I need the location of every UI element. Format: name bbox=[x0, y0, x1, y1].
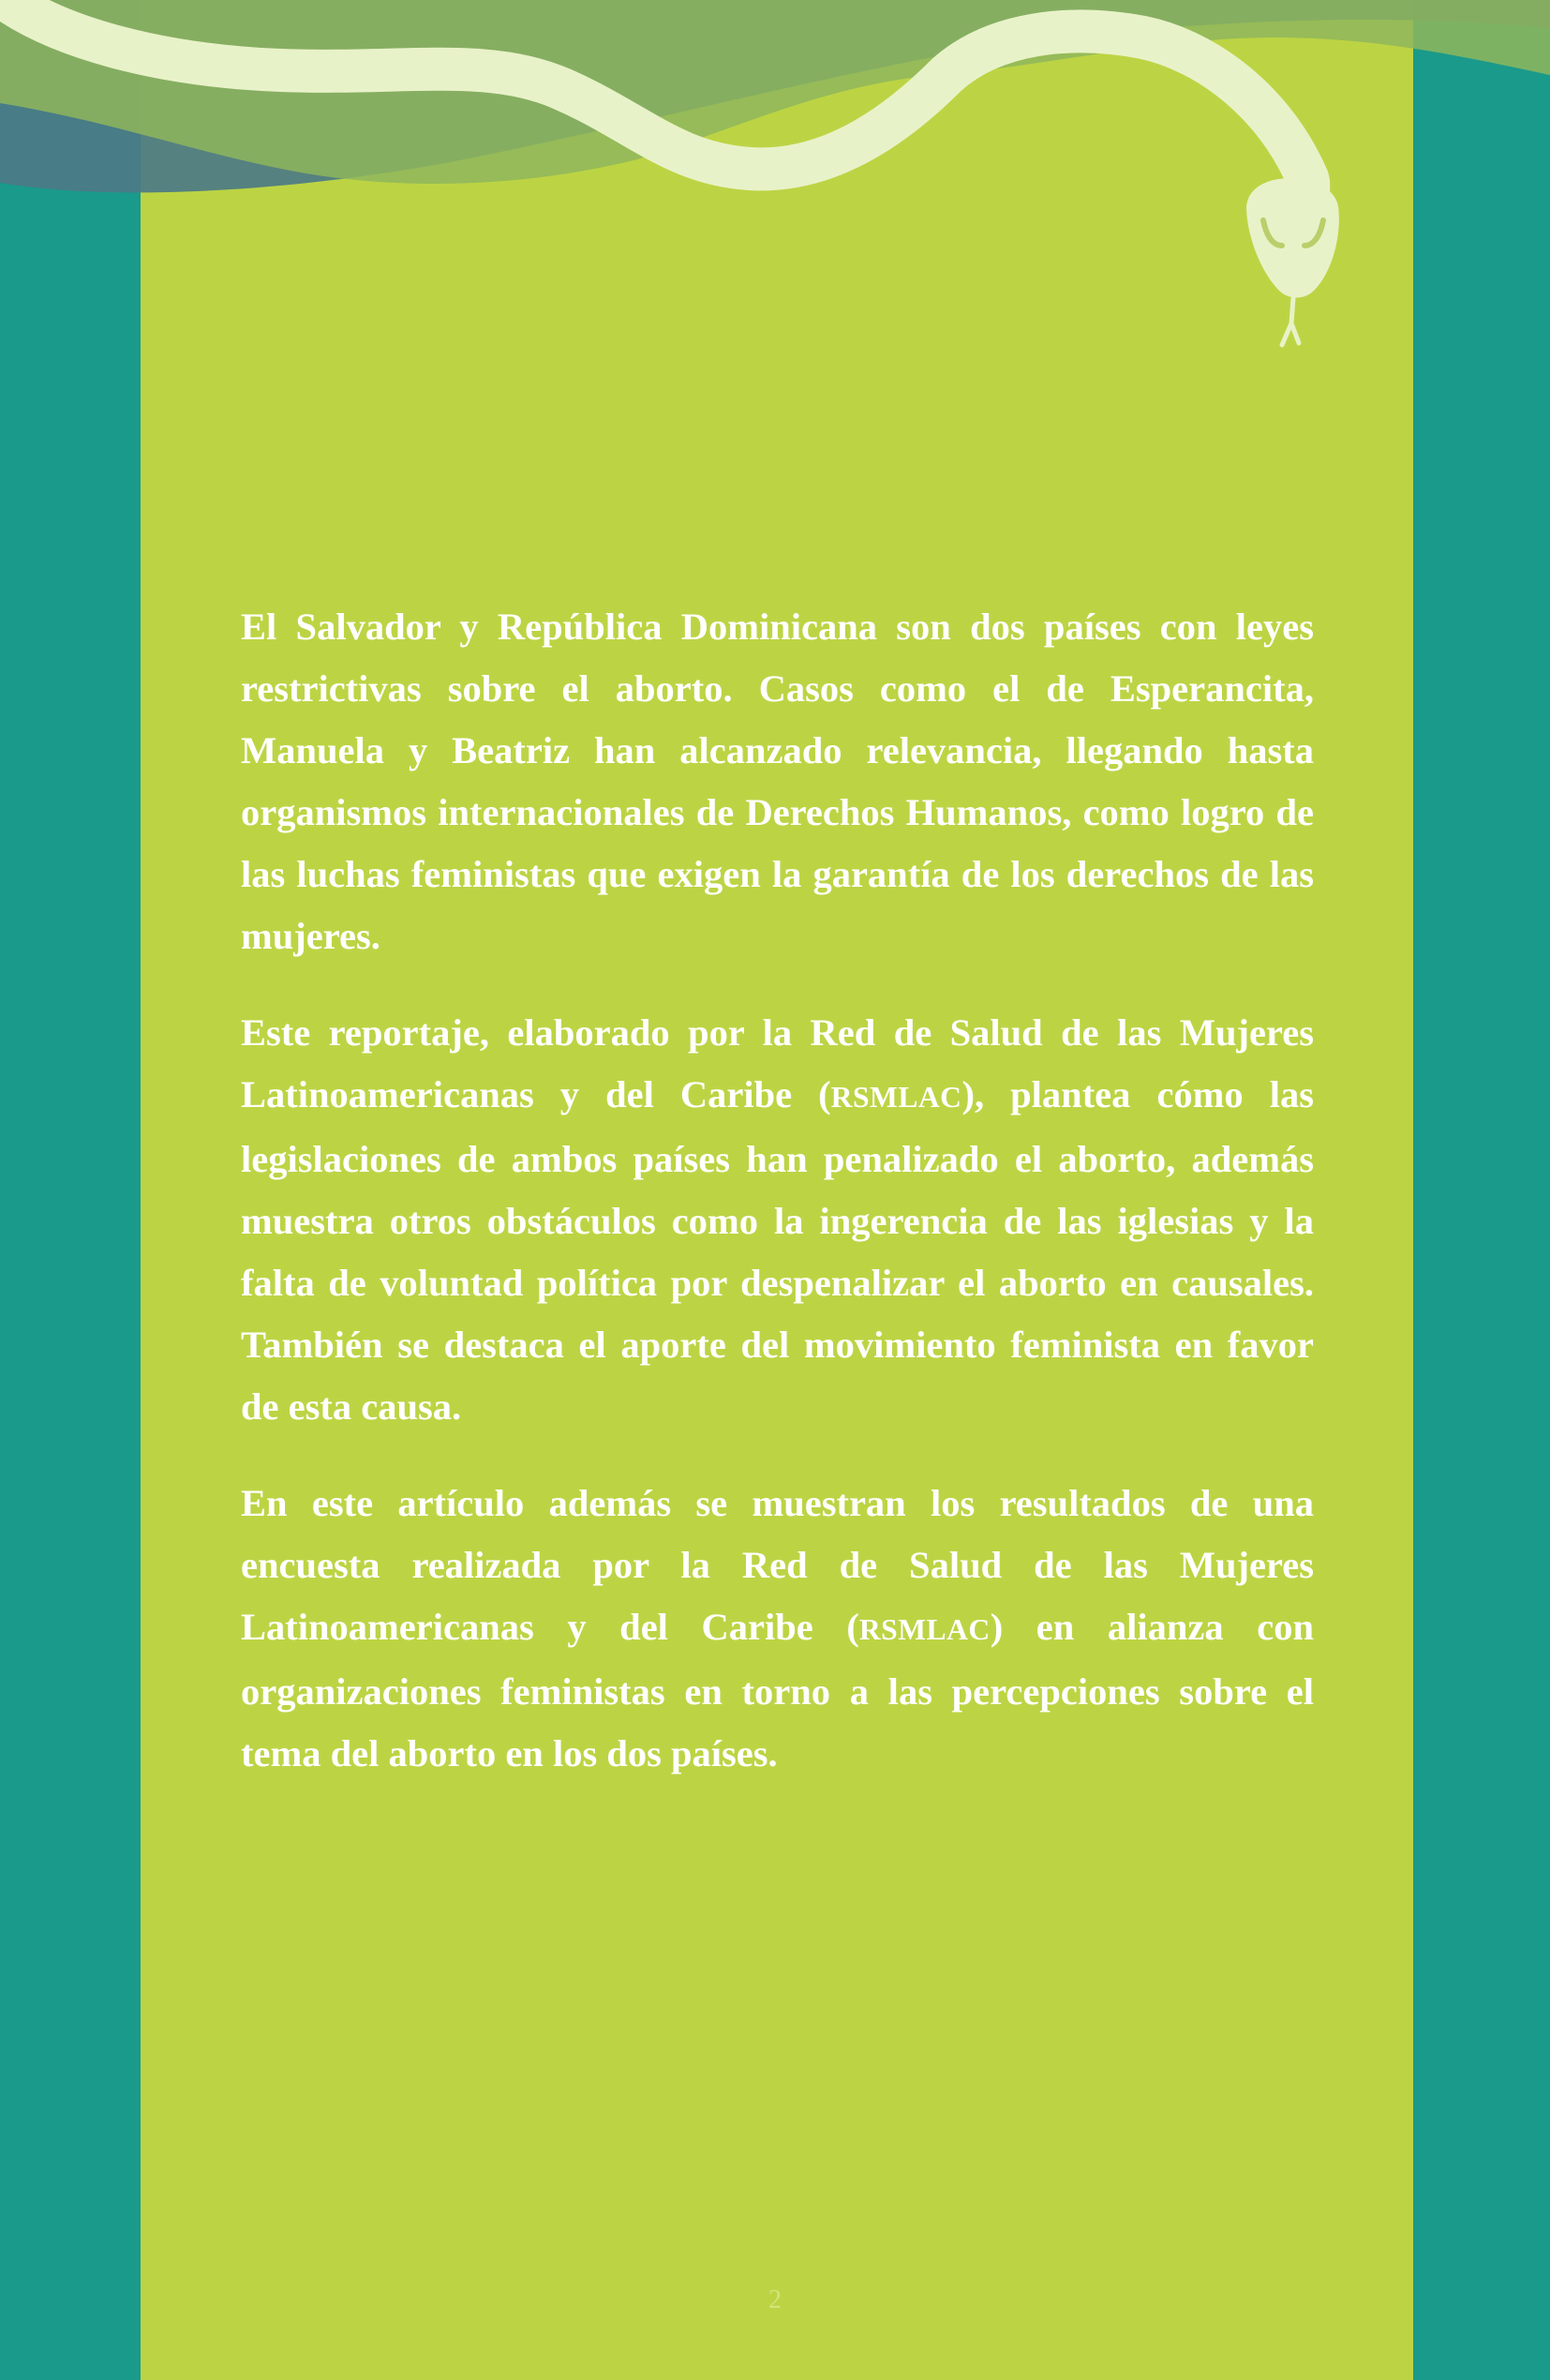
snake-icon bbox=[1246, 178, 1339, 345]
page-number: 2 bbox=[768, 2285, 782, 2314]
paragraph-1-text: El Salvador y República Dominicana son dos países con leyes restrictivas sobre el aborto. Casos como el de Esperancita, Manuela y Beatriz han alcanzado relevancia, llegando hasta organismos internacionales de Derechos Humanos, como logro de las luchas feministas que exigen la garantía de los derechos de las mujeres. bbox=[241, 606, 1314, 957]
paragraph-1 bbox=[241, 596, 1314, 967]
paragraph-2-after: ), plantea cómo las legislaciones de ambos países han penalizado el aborto, además muestra otros obstáculos como la ingerencia de las iglesias y la falta de voluntad política por despenalizar el aborto en causales. También se destaca el aporte del movimiento feminista en favor de esta causa. bbox=[241, 1073, 1314, 1428]
intro-text bbox=[241, 596, 1314, 1785]
paragraph-3 bbox=[241, 1473, 1314, 1785]
paragraph-3-before: En este artículo además se muestran los resultados de una encuesta realizada por la Red de Salud de las Mujeres Latinoamericanas y del Caribe ( bbox=[241, 1482, 1314, 1648]
paragraph-2-before: Este reportaje, elaborado por la Red de Salud de las Mujeres Latinoamericanas y del Caribe ( bbox=[241, 1011, 1314, 1115]
paragraph-2 bbox=[241, 1002, 1314, 1438]
snake-banner bbox=[0, 0, 1550, 356]
paragraph-3-abbr: RSMLAC bbox=[858, 1613, 991, 1646]
paragraph-3-after: ) en alianza con organizaciones feministas en torno a las percepciones sobre el tema del aborto en los dos países. bbox=[241, 1606, 1314, 1774]
paragraph-2-abbr: RSMLAC bbox=[830, 1081, 962, 1114]
